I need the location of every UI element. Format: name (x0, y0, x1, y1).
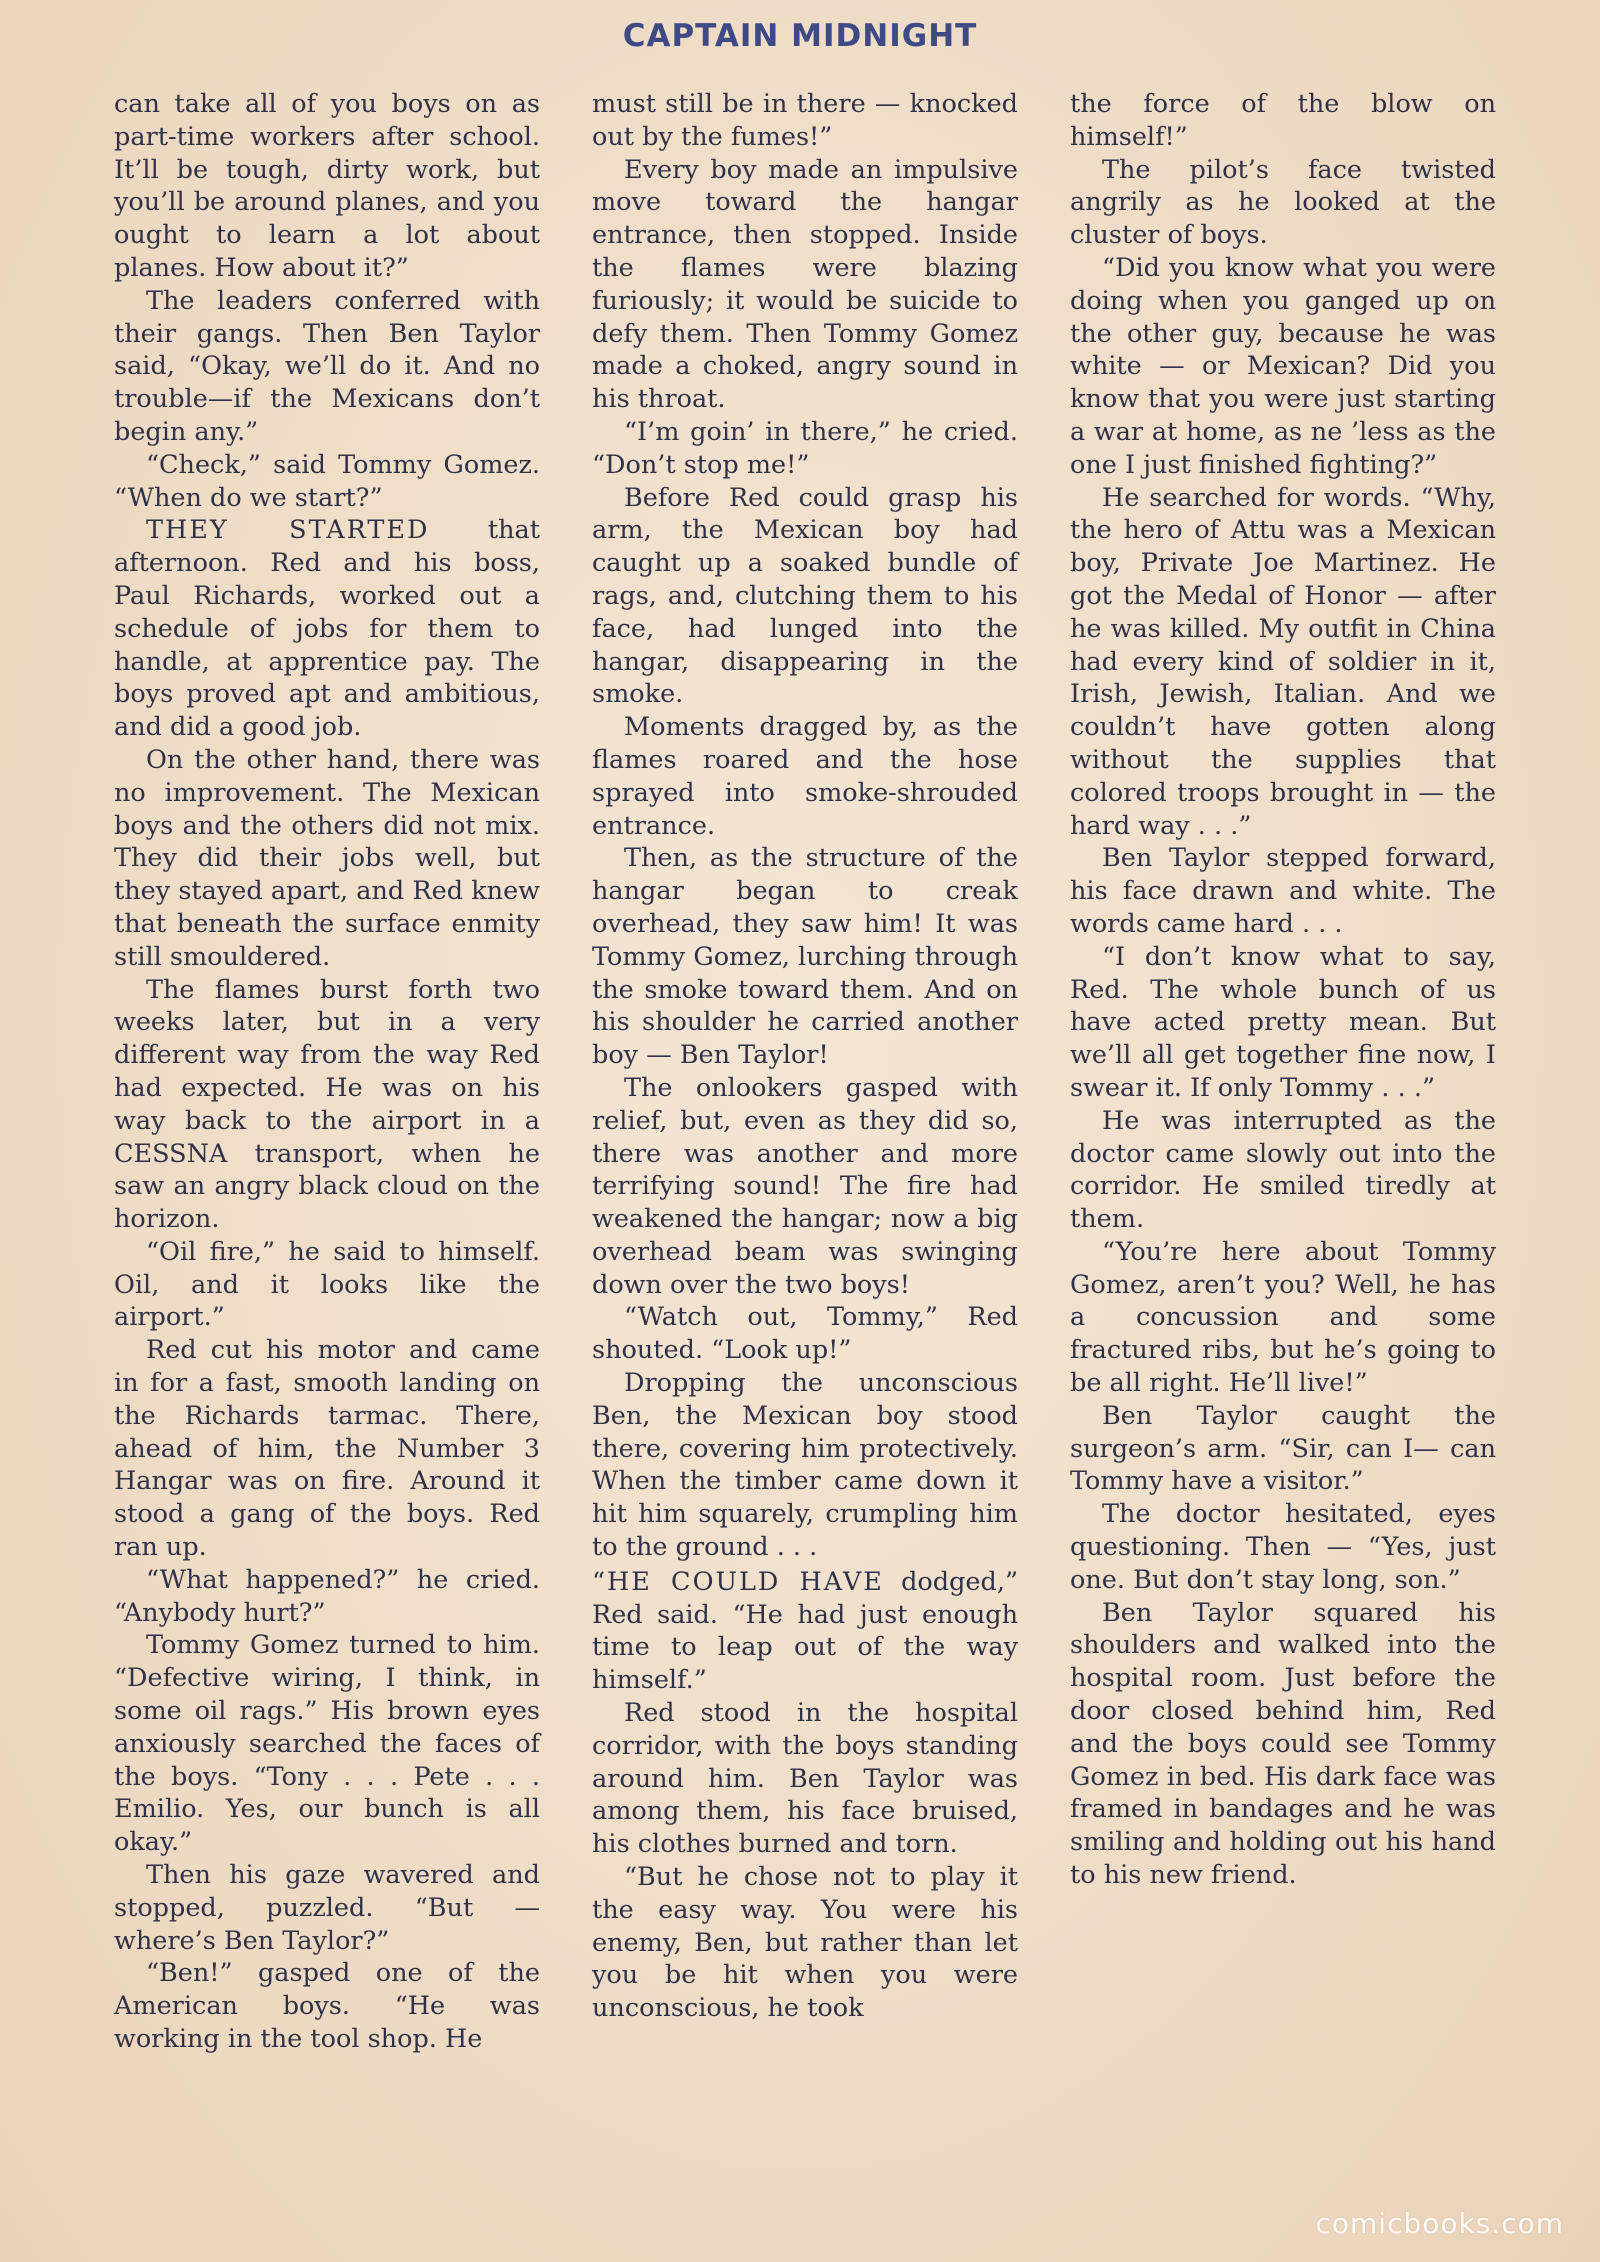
paragraph: “Watch out, Tommy,” Red shouted. “Look up!” (592, 1302, 1018, 1366)
paragraph: can take all of you boys on as part-time workers after school. It’ll be tough, dirty work, but you’ll be around planes, and you ought to learn a lot about planes. How about it?” (114, 89, 540, 283)
paragraph: Every boy made an impulsive move toward the hangar entrance, then stopped. Inside the flames were blazing furiously; it would be suicide to defy them. Then Tommy Gomez made a choked, angry sound in his throat. (592, 154, 1018, 415)
paragraph: He was interrupted as the doctor came slowly out into the corridor. He smiled tiredly at them. (1070, 1105, 1496, 1235)
paragraph: “What happened?” he cried. “Anybody hurt?” (114, 1564, 540, 1628)
paragraph: Ben Taylor stepped forward, his face drawn and white. The words came hard . . . (1070, 843, 1496, 939)
paragraph (114, 514, 540, 744)
paragraph: Tommy Gomez turned to him. “Defective wiring, I think, in some oil rags.” His brown eyes anxiously searched the faces of the boys. “Tony . . . Pete . . . Emilio. Yes, our bunch is all okay.” (114, 1630, 540, 1858)
paragraph: Then his gaze wavered and stopped, puzzled. “But — where’s Ben Taylor?” (114, 1860, 540, 1956)
site-watermark: comicbooks.com (1315, 2207, 1564, 2240)
paragraph-text: dodged,” Red said. “He had just enough time to leap out of the way himself.” (592, 1566, 1018, 1696)
paragraph: “I don’t know what to say, Red. The whole bunch of us have acted pretty mean. But we’ll all get together fine now, I swear it. If only Tommy . . .” (1070, 941, 1496, 1103)
paragraph: “But he chose not to play it the easy way. You were his enemy, Ben, but rather than let you be hit when you were unconscious, he took (592, 1862, 1018, 2024)
paragraph: The onlookers gasped with relief, but, even as they did so, there was another and more terrifying sound! The fire had weakened the hangar; now a big overhead beam was swinging down over the two boys! (592, 1072, 1018, 1300)
paragraph: Dropping the unconscious Ben, the Mexican boy stood there, covering him protectively. When the timber came down it hit him squarely, crumpling him to the ground . . . (592, 1368, 1018, 1563)
paragraph: Red stood in the hospital corridor, with the boys standing around him. Ben Taylor was among them, his face bruised, his clothes burned and torn. (592, 1698, 1018, 1860)
paragraph: The doctor hesitated, eyes questioning. Then — “Yes, just one. But don’t stay long, son.” (1070, 1499, 1496, 1595)
section-lead-in: THEY STARTED (146, 515, 430, 546)
paragraph: “Ben!” gasped one of the American boys. “He was working in the tool shop. He (114, 1958, 540, 2055)
paragraph: “You’re here about Tommy Gomez, aren’t you? Well, he has a concussion and some fractured ribs, but he’s going to be all right. He’ll live!” (1070, 1236, 1496, 1399)
paragraph: The leaders conferred with their gangs. Then Ben Taylor said, “Okay, we’ll do it. And no trouble—if the Mexicans don’t begin any.” (114, 285, 540, 447)
paragraph: the force of the blow on himself!” (1070, 89, 1496, 152)
paragraph: He searched for words. “Why, the hero of Attu was a Mexican boy, Private Joe Martinez. He got the Medal of Honor — after he was killed. My outfit in China had every kind of soldier in it, Irish, Jewish, Italian. And we couldn’t have gotten along without the supplies that colored troops brought in — the hard way . . .” (1070, 482, 1496, 841)
paragraph: On the other hand, there was no improvement. The Mexican boys and the others did not mix. They did their jobs well, but they stayed apart, and Red knew that beneath the surface enmity still smouldered. (114, 744, 540, 972)
paragraph: Then, as the structure of the hangar began to creak overhead, they saw him! It was Tommy Gomez, lurching through the smoke toward them. And on his shoulder he carried another boy — Ben Taylor! (592, 843, 1018, 1071)
text-column-1 (114, 88, 540, 2056)
paragraph: “Check,” said Tommy Gomez. “When do we start?” (114, 449, 540, 513)
paragraph: Red cut his motor and came in for a fast, smooth landing on the Richards tarmac. There, ahead of him, the Number 3 Hangar was on fire. Around it stood a gang of the boys. Red ran up. (114, 1335, 540, 1563)
paragraph (592, 1566, 1018, 1697)
page-header-title: CAPTAIN MIDNIGHT (622, 18, 978, 54)
paragraph-text: that afternoon. Red and his boss, Paul Richards, worked out a schedule of jobs for them to handle, at apprentice pay. The boys proved apt and ambitious, and did a good job. (114, 515, 540, 743)
paragraph: Before Red could grasp his arm, the Mexican boy had caught up a soaked bundle of rags, and, clutching them to his face, had lunged into the hangar, disappearing in the smoke. (592, 482, 1018, 710)
text-column-2 (592, 88, 1018, 2025)
paragraph: “I’m goin’ in there,” he cried. “Don’t stop me!” (592, 416, 1018, 480)
paragraph: The flames burst forth two weeks later, but in a very different way from the way Red had expected. He was on his way back to the airport in a CESSNA transport, when he saw an angry black cloud on the horizon. (114, 974, 540, 1235)
paragraph: must still be in there — knocked out by the fumes!” (592, 89, 1018, 152)
paragraph: Moments dragged by, as the flames roared and the hose sprayed into smoke-shrouded entrance. (592, 712, 1018, 841)
text-column-3 (1070, 88, 1496, 1892)
paragraph: Ben Taylor squared his shoulders and walked into the hospital room. Just before the door closed behind him, Red and the boys could see Tommy Gomez in bed. His dark face was framed in bandages and he was smiling and holding out his hand to his new friend. (1070, 1597, 1496, 1891)
paragraph: Ben Taylor caught the surgeon’s arm. “Sir, can I— can Tommy have a visitor.” (1070, 1400, 1496, 1497)
paragraph: The pilot’s face twisted angrily as he looked at the cluster of boys. (1070, 154, 1496, 251)
section-lead-in: “HE COULD HAVE (592, 1566, 884, 1597)
paragraph: “Did you know what you were doing when you ganged up on the other guy, because he was white — or Mexican? Did you know that you were just starting a war at home, as ne ’less as the one I just finished fighting?” (1070, 252, 1496, 480)
paragraph: “Oil fire,” he said to himself. Oil, and it looks like the airport.” (114, 1236, 540, 1333)
